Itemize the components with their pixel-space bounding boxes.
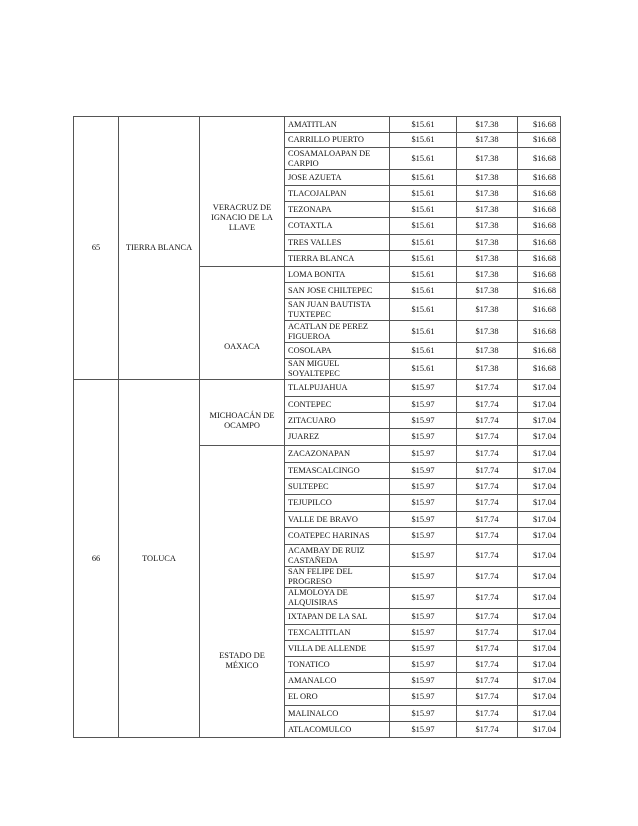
price-3: $16.68	[518, 343, 561, 359]
municipio-name: TLALPUJAHUA	[285, 380, 390, 397]
municipio-name: TEXCALTITLAN	[285, 625, 390, 641]
price-1: $15.97	[390, 567, 457, 588]
price-1: $15.97	[390, 380, 457, 397]
price-1: $15.61	[390, 235, 457, 251]
municipio-name: SAN JOSE CHILTEPEC	[285, 283, 390, 299]
price-1: $15.61	[390, 186, 457, 202]
price-1: $15.97	[390, 397, 457, 413]
price-3: $17.04	[518, 545, 561, 567]
price-3: $17.04	[518, 673, 561, 689]
price-3: $17.04	[518, 689, 561, 706]
price-3: $16.68	[518, 235, 561, 251]
price-2: $17.74	[457, 545, 518, 567]
municipio-name: TIERRA BLANCA	[285, 251, 390, 267]
municipio-name: JOSE AZUETA	[285, 170, 390, 186]
price-3: $17.04	[518, 397, 561, 413]
municipio-name: COATEPEC HARINAS	[285, 528, 390, 545]
price-2: $17.38	[457, 218, 518, 235]
price-2: $17.38	[457, 321, 518, 343]
table-row	[74, 380, 561, 397]
price-3: $17.04	[518, 567, 561, 588]
price-1: $15.97	[390, 528, 457, 545]
municipio-name: ACAMBAY DE RUIZ CASTAÑEDA	[285, 545, 390, 567]
price-1: $15.97	[390, 512, 457, 528]
price-2: $17.38	[457, 117, 518, 133]
price-3: $17.04	[518, 657, 561, 673]
price-2: $17.38	[457, 235, 518, 251]
region-number: 65	[74, 117, 119, 380]
price-2: $17.38	[457, 186, 518, 202]
municipio-name: CARRILLO PUERTO	[285, 133, 390, 148]
price-3: $17.04	[518, 609, 561, 625]
price-1: $15.97	[390, 495, 457, 512]
price-1: $15.61	[390, 170, 457, 186]
price-3: $16.68	[518, 186, 561, 202]
price-2: $17.74	[457, 588, 518, 609]
municipio-name: SULTEPEC	[285, 479, 390, 495]
price-2: $17.74	[457, 657, 518, 673]
price-3: $16.68	[518, 170, 561, 186]
municipio-name: SAN MIGUEL SOYALTEPEC	[285, 359, 390, 380]
price-2: $17.38	[457, 267, 518, 283]
municipio-name: AMANALCO	[285, 673, 390, 689]
price-2: $17.74	[457, 463, 518, 479]
price-1: $15.61	[390, 202, 457, 218]
price-2: $17.74	[457, 567, 518, 588]
municipio-name: ACATLAN DE PEREZ FIGUEROA	[285, 321, 390, 343]
price-1: $15.97	[390, 689, 457, 706]
state-name: VERACRUZ DE IGNACIO DE LA LLAVE	[200, 117, 285, 267]
price-1: $15.61	[390, 343, 457, 359]
municipio-name: ZITACUARO	[285, 413, 390, 429]
price-1: $15.97	[390, 588, 457, 609]
price-3: $16.68	[518, 321, 561, 343]
price-3: $16.68	[518, 218, 561, 235]
municipio-name: IXTAPAN DE LA SAL	[285, 609, 390, 625]
price-3: $17.04	[518, 446, 561, 463]
price-3: $17.04	[518, 641, 561, 657]
price-1: $15.97	[390, 413, 457, 429]
price-2: $17.38	[457, 148, 518, 170]
municipio-name: TEMASCALCINGO	[285, 463, 390, 479]
municipio-name: VILLA DE ALLENDE	[285, 641, 390, 657]
price-2: $17.74	[457, 495, 518, 512]
municipio-name: TRES VALLES	[285, 235, 390, 251]
price-2: $17.74	[457, 397, 518, 413]
price-1: $15.97	[390, 673, 457, 689]
price-3: $17.04	[518, 588, 561, 609]
price-1: $15.97	[390, 625, 457, 641]
price-2: $17.38	[457, 283, 518, 299]
municipio-name: LOMA BONITA	[285, 267, 390, 283]
price-3: $17.04	[518, 463, 561, 479]
price-2: $17.74	[457, 673, 518, 689]
price-3: $16.68	[518, 202, 561, 218]
price-2: $17.38	[457, 133, 518, 148]
municipio-name: SAN JUAN BAUTISTA TUXTEPEC	[285, 299, 390, 321]
municipio-name: COSAMALOAPAN DE CARPIO	[285, 148, 390, 170]
state-name: ESTADO DE MÉXICO	[200, 446, 285, 738]
municipio-name: COTAXTLA	[285, 218, 390, 235]
price-2: $17.74	[457, 413, 518, 429]
price-1: $15.97	[390, 609, 457, 625]
municipio-name: SAN FELIPE DEL PROGRESO	[285, 567, 390, 588]
price-2: $17.38	[457, 359, 518, 380]
price-1: $15.97	[390, 722, 457, 738]
price-1: $15.97	[390, 657, 457, 673]
price-2: $17.74	[457, 609, 518, 625]
price-3: $17.04	[518, 706, 561, 722]
state-name: MICHOACÁN DE OCAMPO	[200, 380, 285, 446]
price-2: $17.74	[457, 528, 518, 545]
municipio-name: ZACAZONAPAN	[285, 446, 390, 463]
price-1: $15.97	[390, 479, 457, 495]
price-3: $17.04	[518, 528, 561, 545]
price-3: $17.04	[518, 479, 561, 495]
price-1: $15.97	[390, 641, 457, 657]
price-3: $16.68	[518, 283, 561, 299]
state-name: OAXACA	[200, 267, 285, 380]
price-2: $17.74	[457, 446, 518, 463]
price-1: $15.61	[390, 299, 457, 321]
price-1: $15.61	[390, 251, 457, 267]
region-number: 66	[74, 380, 119, 738]
price-3: $17.04	[518, 512, 561, 528]
price-2: $17.74	[457, 641, 518, 657]
municipio-name: TLACOJALPAN	[285, 186, 390, 202]
municipio-name: TEJUPILCO	[285, 495, 390, 512]
price-2: $17.38	[457, 299, 518, 321]
price-2: $17.38	[457, 251, 518, 267]
price-1: $15.61	[390, 283, 457, 299]
municipio-name: TONATICO	[285, 657, 390, 673]
price-2: $17.38	[457, 202, 518, 218]
price-1: $15.61	[390, 218, 457, 235]
municipio-name: ALMOLOYA DE ALQUISIRAS	[285, 588, 390, 609]
price-1: $15.61	[390, 117, 457, 133]
price-2: $17.38	[457, 343, 518, 359]
price-2: $17.74	[457, 722, 518, 738]
price-2: $17.74	[457, 429, 518, 446]
price-1: $15.61	[390, 359, 457, 380]
price-2: $17.74	[457, 625, 518, 641]
tariff-table	[73, 116, 561, 738]
price-2: $17.74	[457, 479, 518, 495]
price-1: $15.97	[390, 545, 457, 567]
municipio-name: JUAREZ	[285, 429, 390, 446]
price-3: $16.68	[518, 299, 561, 321]
region-city: TOLUCA	[119, 380, 200, 738]
table-row	[74, 117, 561, 133]
region-city: TIERRA BLANCA	[119, 117, 200, 380]
price-3: $16.68	[518, 117, 561, 133]
price-3: $17.04	[518, 413, 561, 429]
price-1: $15.61	[390, 133, 457, 148]
municipio-name: MALINALCO	[285, 706, 390, 722]
price-2: $17.74	[457, 380, 518, 397]
municipio-name: COSOLAPA	[285, 343, 390, 359]
municipio-name: EL ORO	[285, 689, 390, 706]
municipio-name: CONTEPEC	[285, 397, 390, 413]
price-3: $17.04	[518, 380, 561, 397]
price-3: $16.68	[518, 359, 561, 380]
price-1: $15.61	[390, 148, 457, 170]
municipio-name: AMATITLAN	[285, 117, 390, 133]
price-2: $17.74	[457, 689, 518, 706]
municipio-name: TEZONAPA	[285, 202, 390, 218]
price-3: $17.04	[518, 722, 561, 738]
price-1: $15.97	[390, 429, 457, 446]
price-3: $17.04	[518, 429, 561, 446]
price-2: $17.74	[457, 706, 518, 722]
price-1: $15.97	[390, 706, 457, 722]
price-3: $16.68	[518, 267, 561, 283]
price-1: $15.61	[390, 321, 457, 343]
price-1: $15.97	[390, 463, 457, 479]
price-1: $15.61	[390, 267, 457, 283]
price-3: $16.68	[518, 251, 561, 267]
price-2: $17.38	[457, 170, 518, 186]
price-2: $17.74	[457, 512, 518, 528]
price-3: $16.68	[518, 133, 561, 148]
municipio-name: ATLACOMULCO	[285, 722, 390, 738]
municipio-name: VALLE DE BRAVO	[285, 512, 390, 528]
price-3: $17.04	[518, 495, 561, 512]
price-3: $17.04	[518, 625, 561, 641]
price-1: $15.97	[390, 446, 457, 463]
price-3: $16.68	[518, 148, 561, 170]
